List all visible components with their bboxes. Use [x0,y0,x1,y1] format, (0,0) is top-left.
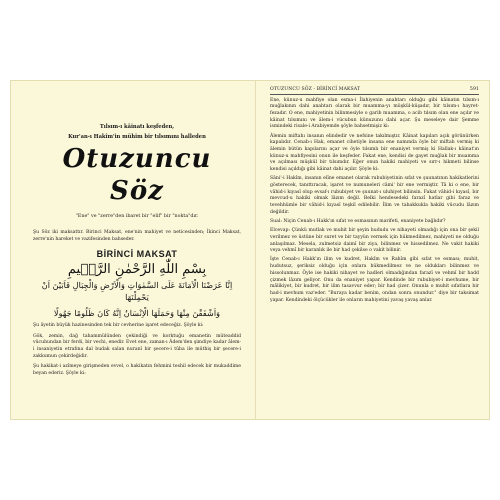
paragraph: Şu hakikat-i azîmeye girişmeden evvel, o hakikatın fehmini teshil edecek bir mukaddime beyan ederiz. Şöyle ki: [33,364,241,376]
running-header [270,87,479,95]
paragraph: Sual: Niçin Cenab-ı Hakk'ın sıfat ve esmasının marifeti, enaniyete bağlıdır? [270,218,446,224]
chapter-title: Otuzuncu Söz [62,144,212,206]
book-spread [10,80,490,420]
paragraph: Sâni'-i Hakîm, insanın elîne emanet olarak rububiyetinin sıfat ve şuunatının hakikatlerini gösterecek, tanıttıracak, işaret ve numuneleri câmi' bir ene vermiştir. Tâ ki o ene, bir vâhid-i kıyasî olup evsaf-ı rububiyet ve şuunat-ı uluhiyet bilinsin. Fakat vâhid-i kıyasî, bir mevcud-u hakiki olmak lâzım değil. Belki hendesedeki farazî hatlar gibi faraz ve tevehhümle bir vâhid-i kıyasî teşkil edilebilir. İlim ve tahakkukla hakiki vücudu lâzım değildir. [270,176,479,215]
paragraph: İşte Cenab-ı Hakk'ın ilim ve kudret, Hakîm ve Rahîm gibi sıfat ve esması; muhit, hudutsuz, şeriksiz olduğu için onlara hükmedilmez ve ne oldukları bilinmez ve hissolunmaz. Öyle ise hakiki nihayet ve hadleri olmadığından farazî ve vehmî bir hadd çizmek lâzım geliyor. Onu da enaniyet yapar. Kendinde bir rububiyet-i mevhume, bir mâlikiyet, bir kudret, bir ilim tasavvur eder; bir had çizer. Onunla o muhit sıfatlara bir had-i mevhum vaz'eder. "Buraya kadar benim, ondan sonra onundur." diye bir taksimat yapar. Kendindeki ölçücükler ile onların mahiyetini yavaş yavaş anlar. [270,257,479,303]
paragraph: Elcevap: Çünkü mutlak ve muhit bir şeyin hududu ve nihayeti olmadığı için ona bir şekil verilmez ve üstüne bir suret ve bir tayyün vermek için hükmedilmez, mahiyeti ne olduğu anlaşılmaz. Mesela, zulmetsiz daimî bir ziya, bilinmez ve hissedilmez. Ne vakit hakiki veya vehmî bir karanlık ile bir had çekilse o vakit bilinir. [270,228,479,254]
paragraph: Âlemin miftahı insanın elindedir ve nefsine takılmıştır. Kâinat kapıları açık görünürken kapalıdır. Cenab-ı Hak, emanet cihetiyle insana ene namında öyle bir miftah vermiş ki âlemin bütün kapılarını açar ve öyle tılsımlı bir enaniyet vermiş ki Hallak-ı kâinat'ın künuz-u mahfiyesini onun ile keşfeder. Fakat ene, kendisi de gayet muğlak bir muamma ve açılması müşkül bir tılsımdır. Eğer onun hakiki mahiyeti ve sırr-ı hikmeti bilinse kendisi açıldığı gibi kâinat dahi açılır. Şöyle ki: [270,133,479,173]
chapter-subtitle: "Ene" ve "zerre"den ibaret bir "elif" bir "nokta"dır. [75,214,199,219]
section-title: BİRİNCİ MAKSAT [96,249,178,260]
paragraph: Şu âyetin büyük hazinesinden tek bir cevherine işaret edeceğiz. Şöyle ki: [33,323,204,329]
page-number: 591 [469,87,479,92]
intro-paragraph: Şu Söz iki maksattır. Birinci Maksat, ene'nin mahiyet ve neticesinden; İkinci Maksat, zerre'nin hareket ve vazifesinden bahseder. [33,230,241,242]
header-title: OTUZUNCU SÖZ - BİRİNCİ MAKSAT [270,87,361,92]
right-page [256,81,491,419]
basmala-calligraphy: بِسْمِ اللّٰهِ الرَّحْمٰنِ الرَّح۪يمِ [67,262,207,278]
intro-line-1: Tılsım-ı kâinatı keşfeden, [99,124,175,130]
verse-line-2: وَاَشْفَقْنَ مِنْهَا وَحَمَلَهَا الْاِنْسَانُ اِنَّهُ كَانَ ظَلُومًا جَهُولًا [53,308,221,319]
left-page [11,81,255,419]
intro-line-2: Kur'an-ı Hakîm'in mühim bir tılsımını halleden [68,134,206,140]
verse-line-1: اِنَّا عَرَضْنَا الْاَمَانَةَ عَلَى السَّمٰوَاتِ وَالْاَرْضِ وَالْجِبَالِ فَاَبَيْنَ اَنْ يَحْمِلْنَهَا [41,280,233,303]
paragraph: Ene, künuz-u mahfiye olan esma-i İlahiyenin anahtarı olduğu gibi kâinatın tılsım-ı muğlakının dahi anahtarı olarak bir muamma-yı müşkül-küşadır, bir tılsım-ı hayret-fezadır. O ene, mahiyetinin bilinmesiyle o garib muamma, o acib tılsım olan ene açılır ve kâinat tılsımını ve âlem-i vücubun künuzunu dahi açar. Şu meseleye dair Şemme ismindeki risale-i Arabiyemde şöyle bahsetmişiz ki: [270,97,479,130]
paragraph: Gök, zemin, dağ tahammülünden çekindiği ve korktuğu emanetin müteaddid vücuhundan bir ferdi, bir vechi, enedir. Evet ene, zaman-ı Âdem'den şimdiye kadar âlem-i insaniyetin etrafına dal budak salan nuranî bir şecere-i tûba ile müthiş bir şecere-i zakkumun çekirdeğidir. [33,333,241,359]
